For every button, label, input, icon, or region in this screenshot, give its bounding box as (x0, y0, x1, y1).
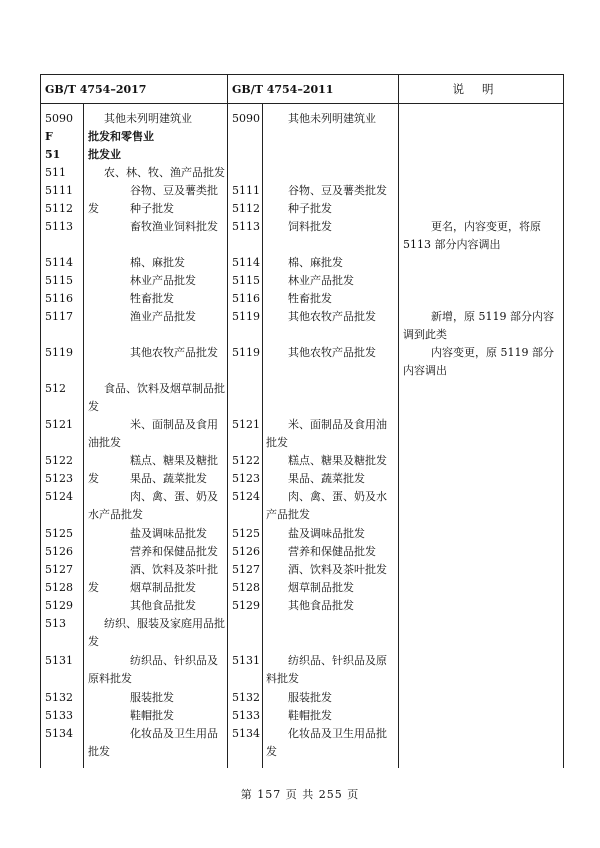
code-2011: 5125 (232, 527, 260, 540)
name-2017: 谷物、豆及薯类批发 (88, 184, 218, 215)
code-2011: 5119 (232, 310, 260, 323)
code-2011: 5124 (232, 490, 260, 503)
name-2017: 营养和保健品批发 (130, 545, 218, 558)
name-2017: 畜牧渔业饲料批发 (130, 220, 218, 233)
code-2017: 5114 (45, 256, 73, 269)
name-2011: 化妆品及卫生用品批发 (266, 727, 387, 758)
name-2017: 化妆品及卫生用品批发 (88, 727, 218, 758)
code-2017: 5119 (45, 346, 73, 359)
name-2017: 其他食品批发 (130, 599, 196, 612)
code-2011: 5111 (232, 184, 260, 197)
code-2017: 512 (45, 382, 66, 395)
name-2017: 鞋帽批发 (130, 709, 174, 722)
name-2017: 其他农牧产品批发 (130, 346, 218, 359)
code-2017: 5121 (45, 418, 73, 431)
code-2017: 513 (45, 617, 66, 630)
name-2017: 批发和零售业 (88, 130, 154, 143)
name-2017: 棉、麻批发 (130, 256, 185, 269)
name-2011: 糕点、糖果及糖批发 (288, 454, 387, 467)
name-2011: 其他食品批发 (288, 599, 354, 612)
name-2017: 纺织、服装及家庭用品批发 (88, 617, 225, 648)
note: 更名，内容变更，将原5113 部分内容调出 (403, 220, 541, 251)
name-2017: 农、林、牧、渔产品批发 (104, 166, 225, 179)
code-2017: 5124 (45, 490, 73, 503)
code-2011: 5122 (232, 454, 260, 467)
header-divider (227, 74, 228, 105)
name-2017: 肉、禽、蛋、奶及水产品批发 (88, 490, 218, 521)
column-rule (398, 104, 399, 768)
code-2017: 5131 (45, 654, 73, 667)
code-2011: 5126 (232, 545, 260, 558)
column-header-2011: GB/T 4754–2011 (232, 82, 334, 96)
name-2017: 盐及调味品批发 (130, 527, 207, 540)
name-2011: 其他农牧产品批发 (288, 310, 376, 323)
name-2011: 其他农牧产品批发 (288, 346, 376, 359)
column-rule (40, 104, 41, 768)
code-2017: 5117 (45, 310, 73, 323)
column-header-note: 说明 (452, 82, 512, 96)
code-2017: F (45, 130, 53, 143)
name-2011: 种子批发 (288, 202, 332, 215)
code-2017: 5090 (45, 112, 73, 125)
name-2011: 纺织品、针织品及原料批发 (266, 654, 387, 685)
code-2011: 5116 (232, 292, 260, 305)
name-2011: 棉、麻批发 (288, 256, 343, 269)
code-2017: 5129 (45, 599, 73, 612)
code-2017: 5112 (45, 202, 73, 215)
name-2017: 酒、饮料及茶叶批发 (88, 563, 218, 594)
name-2017: 服装批发 (130, 691, 174, 704)
code-2017: 5116 (45, 292, 73, 305)
name-2011: 烟草制品批发 (288, 581, 354, 594)
name-2011: 果品、蔬菜批发 (288, 472, 365, 485)
column-header-2017: GB/T 4754–2017 (45, 82, 147, 96)
code-2011: 5113 (232, 220, 260, 233)
name-2017: 糕点、糖果及糖批发 (88, 454, 218, 485)
code-2011: 5129 (232, 599, 260, 612)
code-2011: 5128 (232, 581, 260, 594)
name-2017: 食品、饮料及烟草制品批发 (88, 382, 225, 413)
code-2017: 5133 (45, 709, 73, 722)
code-2017: 51 (45, 148, 61, 161)
name-2017: 批发业 (88, 148, 121, 161)
code-2011: 5119 (232, 346, 260, 359)
name-2017: 种子批发 (130, 202, 174, 215)
name-2011: 鞋帽批发 (288, 709, 332, 722)
code-2017: 5127 (45, 563, 73, 576)
column-rule (227, 104, 228, 768)
column-rule (262, 104, 263, 768)
code-2017: 5123 (45, 472, 73, 485)
column-rule (83, 104, 84, 768)
page-number: 第 157 页 共 255 页 (240, 788, 360, 801)
code-2017: 5111 (45, 184, 73, 197)
code-2011: 5132 (232, 691, 260, 704)
name-2017: 果品、蔬菜批发 (130, 472, 207, 485)
name-2017: 渔业产品批发 (130, 310, 196, 323)
note: 内容变更，原 5119 部分内容调出 (403, 346, 554, 377)
code-2011: 5090 (232, 112, 260, 125)
name-2017: 米、面制品及食用油批发 (88, 418, 218, 449)
name-2011: 服装批发 (288, 691, 332, 704)
code-2017: 5122 (45, 454, 73, 467)
code-2017: 5126 (45, 545, 73, 558)
name-2017: 纺织品、针织品及原料批发 (88, 654, 218, 685)
code-2011: 5121 (232, 418, 260, 431)
name-2017: 林业产品批发 (130, 274, 196, 287)
name-2011: 谷物、豆及薯类批发 (288, 184, 387, 197)
name-2011: 其他未列明建筑业 (288, 112, 376, 125)
code-2011: 5133 (232, 709, 260, 722)
name-2011: 酒、饮料及茶叶批发 (288, 563, 387, 576)
name-2011: 米、面制品及食用油批发 (266, 418, 387, 449)
code-2011: 5134 (232, 727, 260, 740)
name-2011: 肉、禽、蛋、奶及水产品批发 (266, 490, 387, 521)
code-2011: 5114 (232, 256, 260, 269)
code-2017: 511 (45, 166, 66, 179)
code-2011: 5112 (232, 202, 260, 215)
name-2011: 饲料批发 (288, 220, 332, 233)
column-rule (563, 104, 564, 768)
code-2017: 5125 (45, 527, 73, 540)
header-divider (398, 74, 399, 105)
code-2017: 5115 (45, 274, 73, 287)
name-2011: 林业产品批发 (288, 274, 354, 287)
note: 新增，原 5119 部分内容调到此类 (403, 310, 554, 341)
code-2017: 5134 (45, 727, 73, 740)
code-2011: 5123 (232, 472, 260, 485)
code-2017: 5132 (45, 691, 73, 704)
name-2011: 牲畜批发 (288, 292, 332, 305)
code-2011: 5115 (232, 274, 260, 287)
code-2011: 5127 (232, 563, 260, 576)
code-2017: 5128 (45, 581, 73, 594)
name-2017: 牲畜批发 (130, 292, 174, 305)
code-2011: 5131 (232, 654, 260, 667)
name-2017: 烟草制品批发 (130, 581, 196, 594)
name-2011: 营养和保健品批发 (288, 545, 376, 558)
name-2011: 盐及调味品批发 (288, 527, 365, 540)
name-2017: 其他未列明建筑业 (104, 112, 192, 125)
code-2017: 5113 (45, 220, 73, 233)
